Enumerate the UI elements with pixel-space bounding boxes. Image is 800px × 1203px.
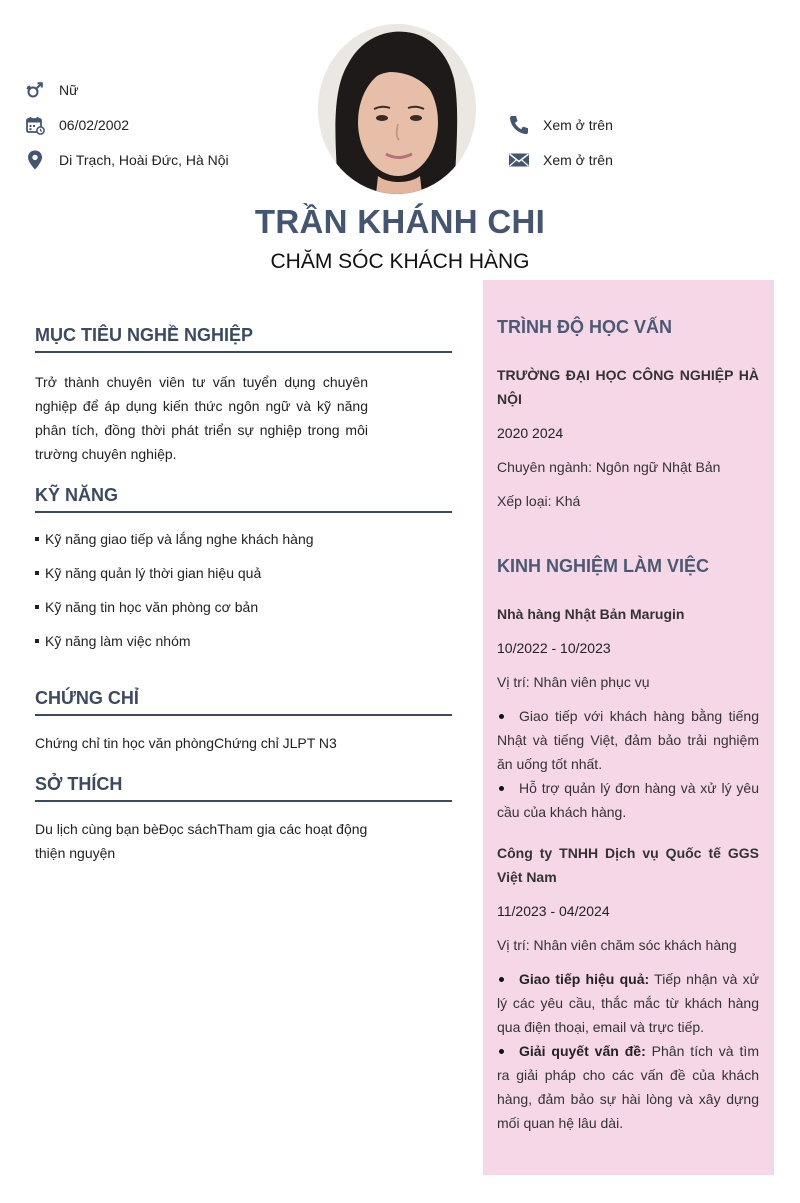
skill-label: Kỹ năng quản lý thời gian hiệu quả <box>45 565 262 581</box>
address-row <box>24 149 229 171</box>
duty-text: Hỗ trợ quản lý đơn hàng và xử lý yêu cầu của khách hàng. <box>497 780 759 820</box>
bullet-icon <box>35 571 39 575</box>
experience-heading: KINH NGHIỆM LÀM VIỆC <box>497 556 710 576</box>
job-period: 11/2023 - 04/2024 <box>497 903 610 919</box>
avatar <box>318 24 476 194</box>
duty-text: Tiếp nhận và xử lý các yêu cầu, thắc mắc từ khách hàng qua điện thoại, email và trực tiếp. <box>497 971 759 1035</box>
bullet-icon <box>35 639 39 643</box>
skill-item <box>35 531 314 547</box>
skill-item <box>35 599 258 615</box>
email-row <box>508 149 613 171</box>
job-period: 10/2022 - 10/2023 <box>497 640 611 656</box>
duty-item <box>497 1039 759 1135</box>
bullet-icon <box>35 605 39 609</box>
hobbies-text: Du lịch cùng bạn bèĐọc sáchTham gia các hoạt động thiện nguyện <box>35 821 368 861</box>
hobbies-heading: SỞ THÍCH <box>35 774 452 802</box>
gender-row <box>24 79 78 101</box>
gender-icon <box>24 79 46 101</box>
job-position: Vị trí: Nhân viên chăm sóc khách hàng <box>497 937 737 953</box>
birthdate-row <box>24 114 129 136</box>
location-pin-icon <box>24 149 46 171</box>
objective-text: Trở thành chuyên viên tư vấn tuyển dụng chuyên nghiệp để áp dụng kiến thức ngôn ngữ và kỹ năng phân tích, đồng thời phát triển sự nghiệp trong môi trường chuyên nghiệp. <box>35 374 368 462</box>
company-name: Công ty TNHH Dịch vụ Quốc tế GGS Việt Nam <box>497 845 759 885</box>
envelope-icon <box>508 149 530 171</box>
skill-item <box>35 565 261 581</box>
email-text: Xem ở trên <box>543 152 613 168</box>
objective-heading: MỤC TIÊU NGHỀ NGHIỆP <box>35 325 452 353</box>
education-major: Chuyên ngành: Ngôn ngữ Nhật Bản <box>497 459 721 475</box>
job-duties <box>497 967 759 1135</box>
gender-text: Nữ <box>59 82 79 98</box>
phone-row <box>508 114 613 136</box>
school-name: TRƯỜNG ĐẠI HỌC CÔNG NGHIỆP HÀ NỘI <box>497 367 759 407</box>
job-duties <box>497 704 759 824</box>
duty-item <box>497 704 759 776</box>
candidate-name: TRẦN KHÁNH CHI <box>254 203 546 240</box>
job-title: CHĂM SÓC KHÁCH HÀNG <box>270 250 530 273</box>
job-position: Vị trí: Nhân viên phục vụ <box>497 674 650 690</box>
duty-item <box>497 776 759 824</box>
skill-label: Kỹ năng tin học văn phòng cơ bản <box>45 599 259 615</box>
certificates-text: Chứng chỉ tin học văn phòngChứng chỉ JLPT N3 <box>35 735 337 751</box>
skill-item <box>35 633 191 649</box>
skills-heading: KỸ NĂNG <box>35 485 452 513</box>
bullet-icon <box>35 537 39 541</box>
skill-label: Kỹ năng giao tiếp và lắng nghe khách hàng <box>45 531 314 547</box>
duty-label: Giao tiếp hiệu quả: <box>519 971 650 987</box>
company-name: Nhà hàng Nhật Bản Marugin <box>497 606 685 622</box>
calendar-icon <box>24 114 46 136</box>
certificates-heading: CHỨNG CHỈ <box>35 688 452 716</box>
duty-text: Giao tiếp với khách hàng bằng tiếng Nhật và tiếng Việt, đảm bảo trải nghiệm ăn uống tốt nhất. <box>497 708 759 772</box>
duty-text: Phân tích và tìm ra giải pháp cho các vấn đề của khách hàng, đảm bảo sự hài lòng và xây dựng mối quan hệ lâu dài. <box>497 1043 759 1131</box>
phone-text: Xem ở trên <box>543 117 613 133</box>
education-years: 2020 2024 <box>497 425 564 441</box>
phone-icon <box>508 114 530 136</box>
skill-label: Kỹ năng làm việc nhóm <box>45 633 191 649</box>
duty-label: Giải quyết vấn đề: <box>519 1043 646 1059</box>
education-heading: TRÌNH ĐỘ HỌC VẤN <box>497 317 672 337</box>
address-text: Di Trạch, Hoài Đức, Hà Nội <box>59 152 229 168</box>
duty-item <box>497 967 759 1039</box>
education-grade: Xếp loại: Khá <box>497 493 581 509</box>
right-panel <box>483 280 774 1175</box>
birthdate-text: 06/02/2002 <box>59 117 130 133</box>
